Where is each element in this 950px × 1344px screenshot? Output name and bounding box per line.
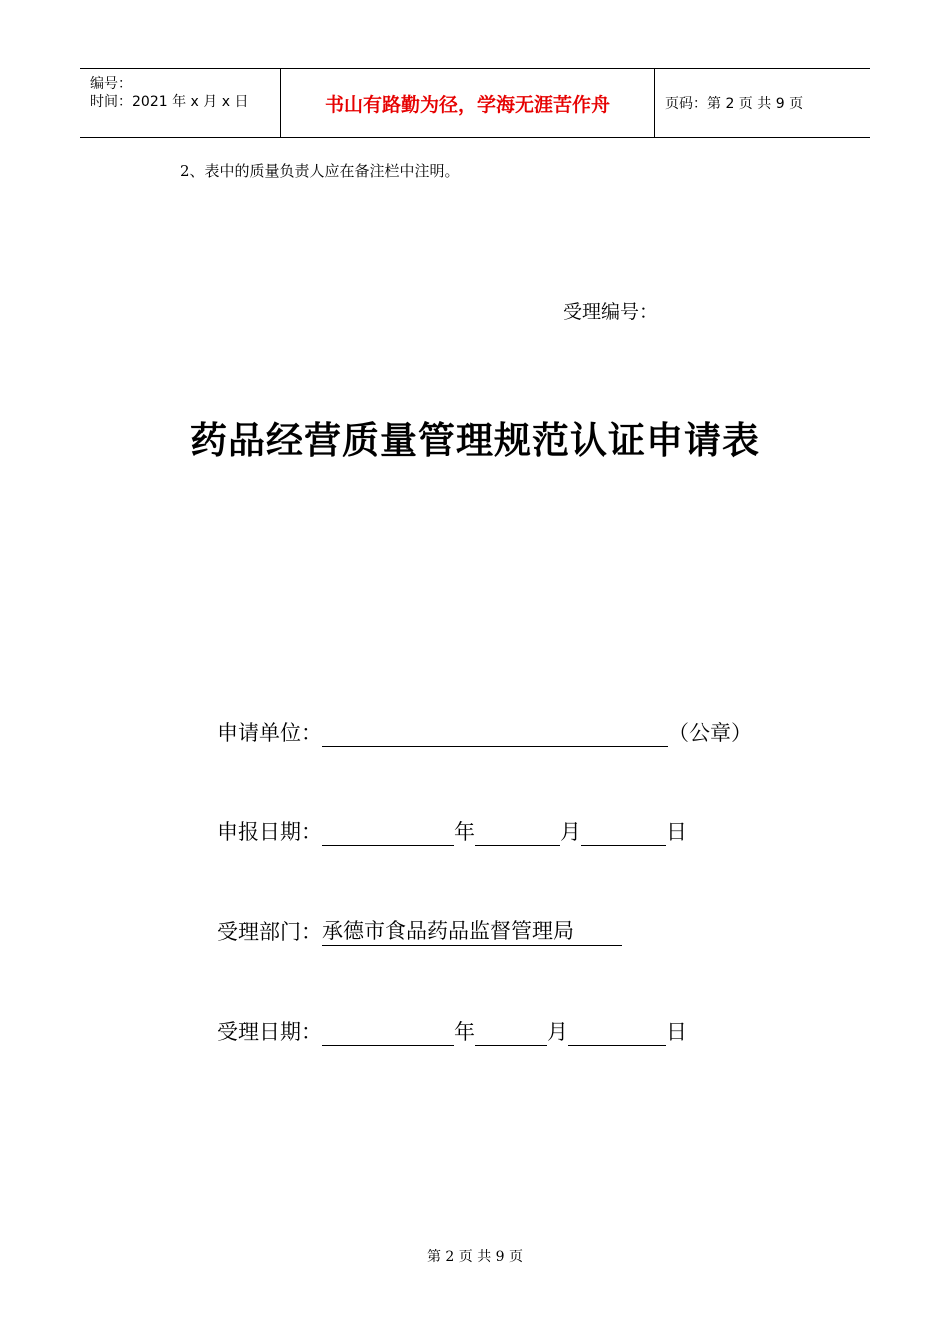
accept-day-blank[interactable] [568, 1019, 666, 1046]
accept-date-row [217, 1016, 687, 1048]
applicant-row [217, 717, 752, 749]
applicant-label: 申请单位： [217, 721, 322, 745]
department-label: 受理部门： [217, 920, 322, 944]
report-date-row [217, 816, 687, 848]
department-value: 承德市食品药品监督管理局 [322, 915, 574, 946]
report-day-blank[interactable] [581, 819, 666, 846]
form-note: 2、表中的质量负责人应在备注栏中注明。 [180, 162, 460, 180]
department-row [217, 915, 622, 947]
report-date-label: 申报日期： [217, 820, 322, 844]
applicant-suffix: （公章） [668, 721, 752, 745]
acceptance-number-label: 受理编号： [563, 301, 659, 323]
report-month-blank[interactable] [475, 819, 560, 846]
accept-year-blank[interactable] [322, 1019, 454, 1046]
accept-date-label: 受理日期： [217, 1020, 322, 1044]
accept-month-blank[interactable] [475, 1019, 547, 1046]
header-number-label: 编号： [90, 76, 132, 92]
report-year-label: 年 [454, 820, 475, 844]
department-blank [574, 919, 622, 946]
accept-month-label: 月 [547, 1020, 568, 1044]
report-month-label: 月 [560, 820, 581, 844]
header-date-label: 时间：2021 年 x 月 x 日 [90, 94, 249, 110]
header-page-cell [655, 69, 870, 137]
header-page-label: 页码：第 2 页 共 9 页 [665, 96, 804, 112]
header-motto: 书山有路勤为径，学海无涯苦作舟 [324, 93, 610, 116]
applicant-blank[interactable] [322, 720, 668, 747]
accept-year-label: 年 [454, 1020, 475, 1044]
header-info-cell [80, 69, 281, 137]
report-day-label: 日 [666, 820, 687, 844]
page-header [80, 68, 870, 138]
report-year-blank[interactable] [322, 819, 454, 846]
page-footer: 第 2 页 共 9 页 [426, 1249, 524, 1265]
accept-day-label: 日 [666, 1020, 687, 1044]
document-title: 药品经营质量管理规范认证申请表 [190, 418, 760, 462]
header-motto-cell [281, 69, 655, 137]
